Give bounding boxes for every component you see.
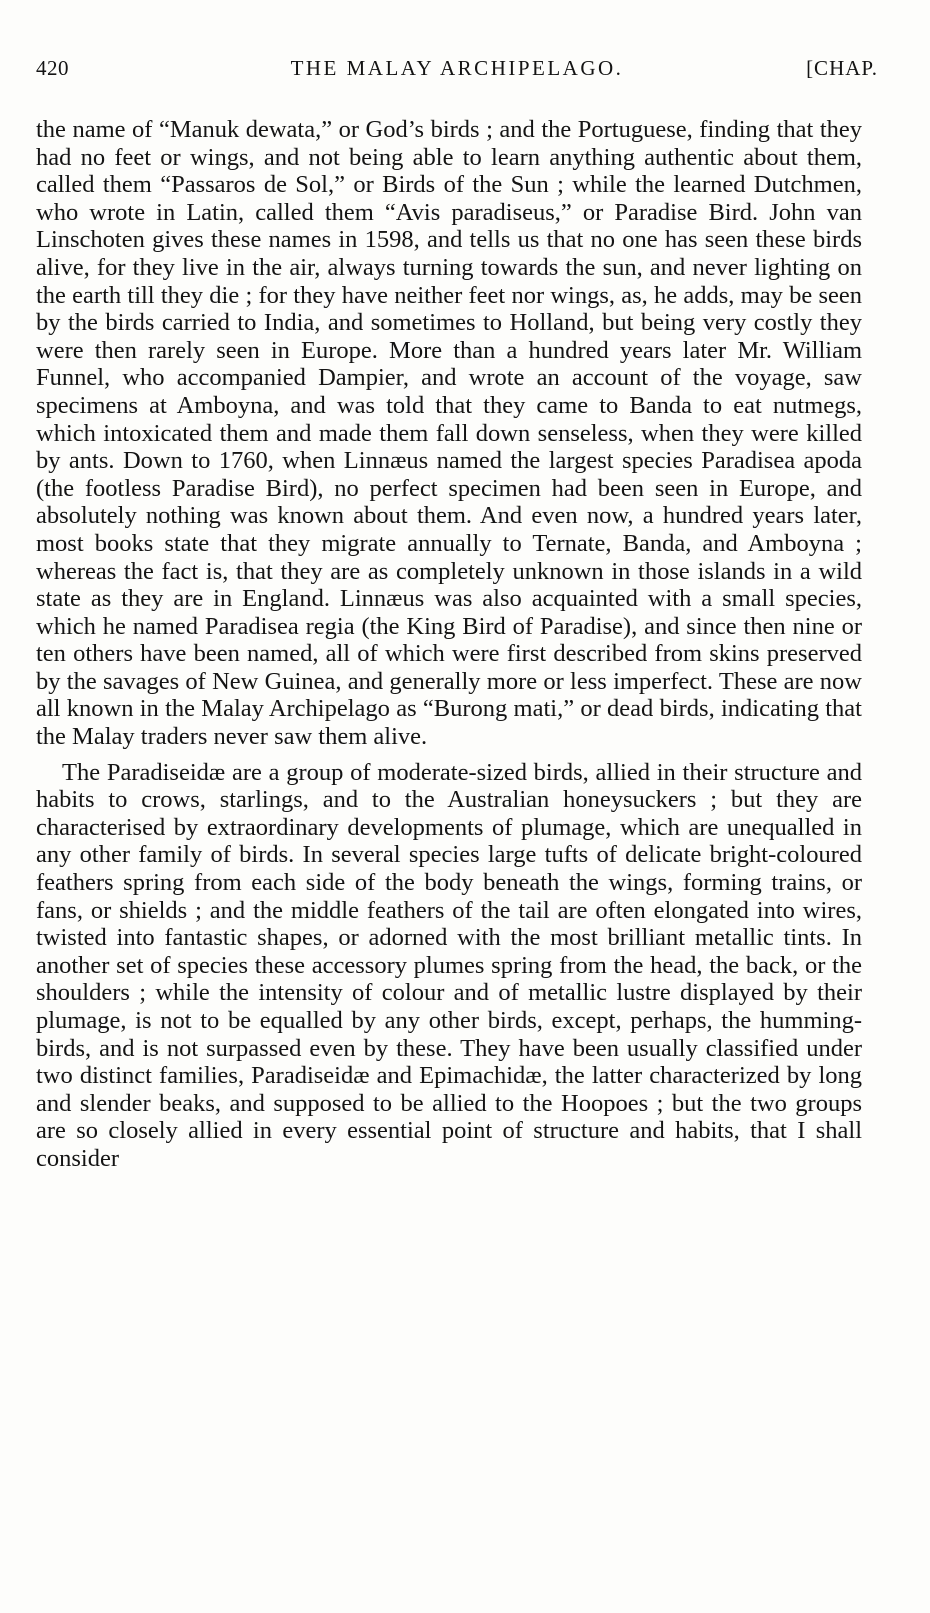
page-number: 420 bbox=[36, 56, 69, 80]
paragraph: the name of “Manuk dewata,” or God’s birds ; and the Portuguese, finding that they had no feet or wings, and not being able to learn anything authentic about them, called them “Passaros de Sol,” or Birds of the Sun ; while the learned Dutchmen, who wrote in Latin, called them “Avis paradiseus,” or Paradise Bird. John van Linschoten gives these names in 1598, and tells us that no one has seen these birds alive, for they live in the air, always turning towards the sun, and never lighting on the earth till they die ; for they have neither feet nor wings, as, he adds, may be seen by the birds carried to India, and sometimes to Holland, but being very costly they were then rarely seen in Europe. More than a hundred years later Mr. William Funnel, who accompanied Dampier, and wrote an account of the voyage, saw specimens at Amboyna, and was told that they came to Banda to eat nutmegs, which intoxicated them and made them fall down senseless, when they were killed by ants. Down to 1760, when Linnæus named the largest species Paradisea apoda (the footless Paradise Bird), no perfect specimen had been seen in Europe, and absolutely nothing was known about them. And even now, a hundred years later, most books state that they migrate annually to Ternate, Banda, and Amboyna ; whereas the fact is, that they are as completely unknown in those islands in a wild state as they are in England. Linnæus was also acquainted with a small species, which he named Paradisea regia (the King Bird of Paradise), and since then nine or ten others have been named, all of which were first described from skins preserved by the savages of New Guinea, and generally more or less imperfect. These are now all known in the Malay Archipelago as “Burong mati,” or dead birds, indicating that the Malay traders never saw them alive. bbox=[36, 116, 862, 751]
body-text bbox=[36, 116, 862, 1173]
running-title: THE MALAY ARCHIPELAGO. bbox=[290, 56, 624, 80]
chapter-mark: [CHAP. bbox=[806, 56, 878, 80]
paragraph: The Paradiseidæ are a group of moderate-sized birds, allied in their structure and habits to crows, starlings, and to the Australian honeysuckers ; but they are characterised by extraordinary developments of plumage, which are unequalled in any other family of birds. In several species large tufts of delicate bright-coloured feathers spring from each side of the body beneath the wings, forming trains, or fans, or shields ; and the middle feathers of the tail are often elongated into wires, twisted into fantastic shapes, or adorned with the most brilliant metallic tints. In another set of species these accessory plumes spring from the head, the back, or the shoulders ; while the intensity of colour and of metallic lustre displayed by their plumage, is not to be equalled by any other birds, except, perhaps, the humming-birds, and is not surpassed even by these. They have been usually classified under two distinct families, Paradiseidæ and Epimachidæ, the latter characterized by long and slender beaks, and supposed to be allied to the Hoopoes ; but the two groups are so closely allied in every essential point of structure and habits, that I shall consider bbox=[36, 758, 862, 1172]
page-header bbox=[36, 56, 878, 88]
